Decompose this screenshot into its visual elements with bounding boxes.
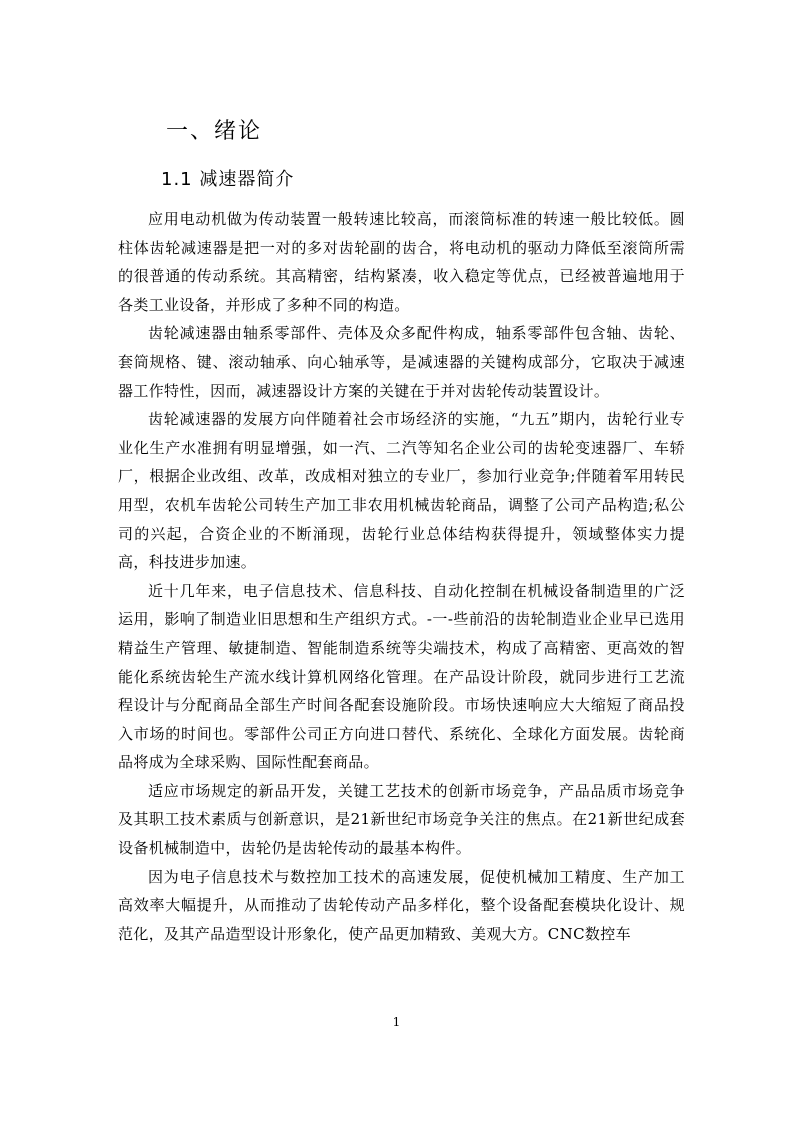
paragraph: 应用电动机做为传动装置一般转速比较高，而滚筒标准的转速一般比较低。圆柱体齿轮减速器是把一对的多对齿轮副的齿合，将电动机的驱动力降低至滚筒所需的很普通的传动系统。其高精密，结构紧凑，收入稳定等优点，已经被普遍地用于各类工业设备，并形成了多种不同的构造。 — [118, 210, 685, 314]
chapter-heading: 一、绪论 — [166, 119, 263, 144]
paragraph: 齿轮减速器由轴系零部件、壳体及众多配件构成，轴系零部件包含轴、齿轮、套筒规格、键、滚动轴承、向心轴承等，是减速器的关键构成部分，它取决于减速器工作特性，因而，减速器设计方案的关键在于并对齿轮传动装置设计。 — [118, 324, 685, 400]
page-number: 1 — [392, 1015, 401, 1029]
paragraph: 适应市场规定的新品开发，关键工艺技术的创新市场竞争，产品品质市场竞争及其职工技术素质与创新意识，是21新世纪市场竞争关注的焦点。在21新世纪成套设备机械制造中，齿轮仍是齿轮传动的最基本构件。 — [118, 781, 685, 858]
body-text — [118, 205, 685, 948]
section-heading: 1.1 减速器简介 — [161, 169, 295, 190]
paragraph: 近十几年来，电子信息技术、信息科技、自动化控制在机械设备制造里的广泛运用，影响了制造业旧思想和生产组织方式。-一-些前沿的齿轮制造业企业早已选用精益生产管理、敏捷制造、智能制造系统等尖端技术，构成了高精密、更高效的智能化系统齿轮生产流水线计算机网络化管理。在产品设计阶段，就同步进行工艺流程设计与分配商品全部生产时间各配套设施阶段。市场快速响应大大缩短了商品投入市场的时间也。零部件公司正方向进口替代、系统化、全球化方面发展。齿轮商品将成为全球采购、国际性配套商品。 — [118, 581, 685, 772]
paragraph: 因为电子信息技术与数控加工技术的高速发展，促使机械加工精度、生产加工高效率大幅提升，从而推动了齿轮传动产品多样化，整个设备配套模块化设计、规范化，及其产品造型设计形象化，使产品更加精致、美观大方。CNC数控车 — [118, 867, 685, 943]
paragraph: 齿轮减速器的发展方向伴随着社会市场经济的实施，“九五”期内，齿轮行业专业化生产水准拥有明显增强，如一汽、二汽等知名企业公司的齿轮变速器厂、车轿厂，根据企业改组、改革，改成相对独立的专业厂，参加行业竞争;伴随着军用转民用型，农机车齿轮公司转生产加工非农用机械齿轮商品，调整了公司产品构造;私公司的兴起，合资企业的不断涌现，齿轮行业总体结构获得提升，领域整体实力提高，科技进步加速。 — [118, 410, 685, 572]
